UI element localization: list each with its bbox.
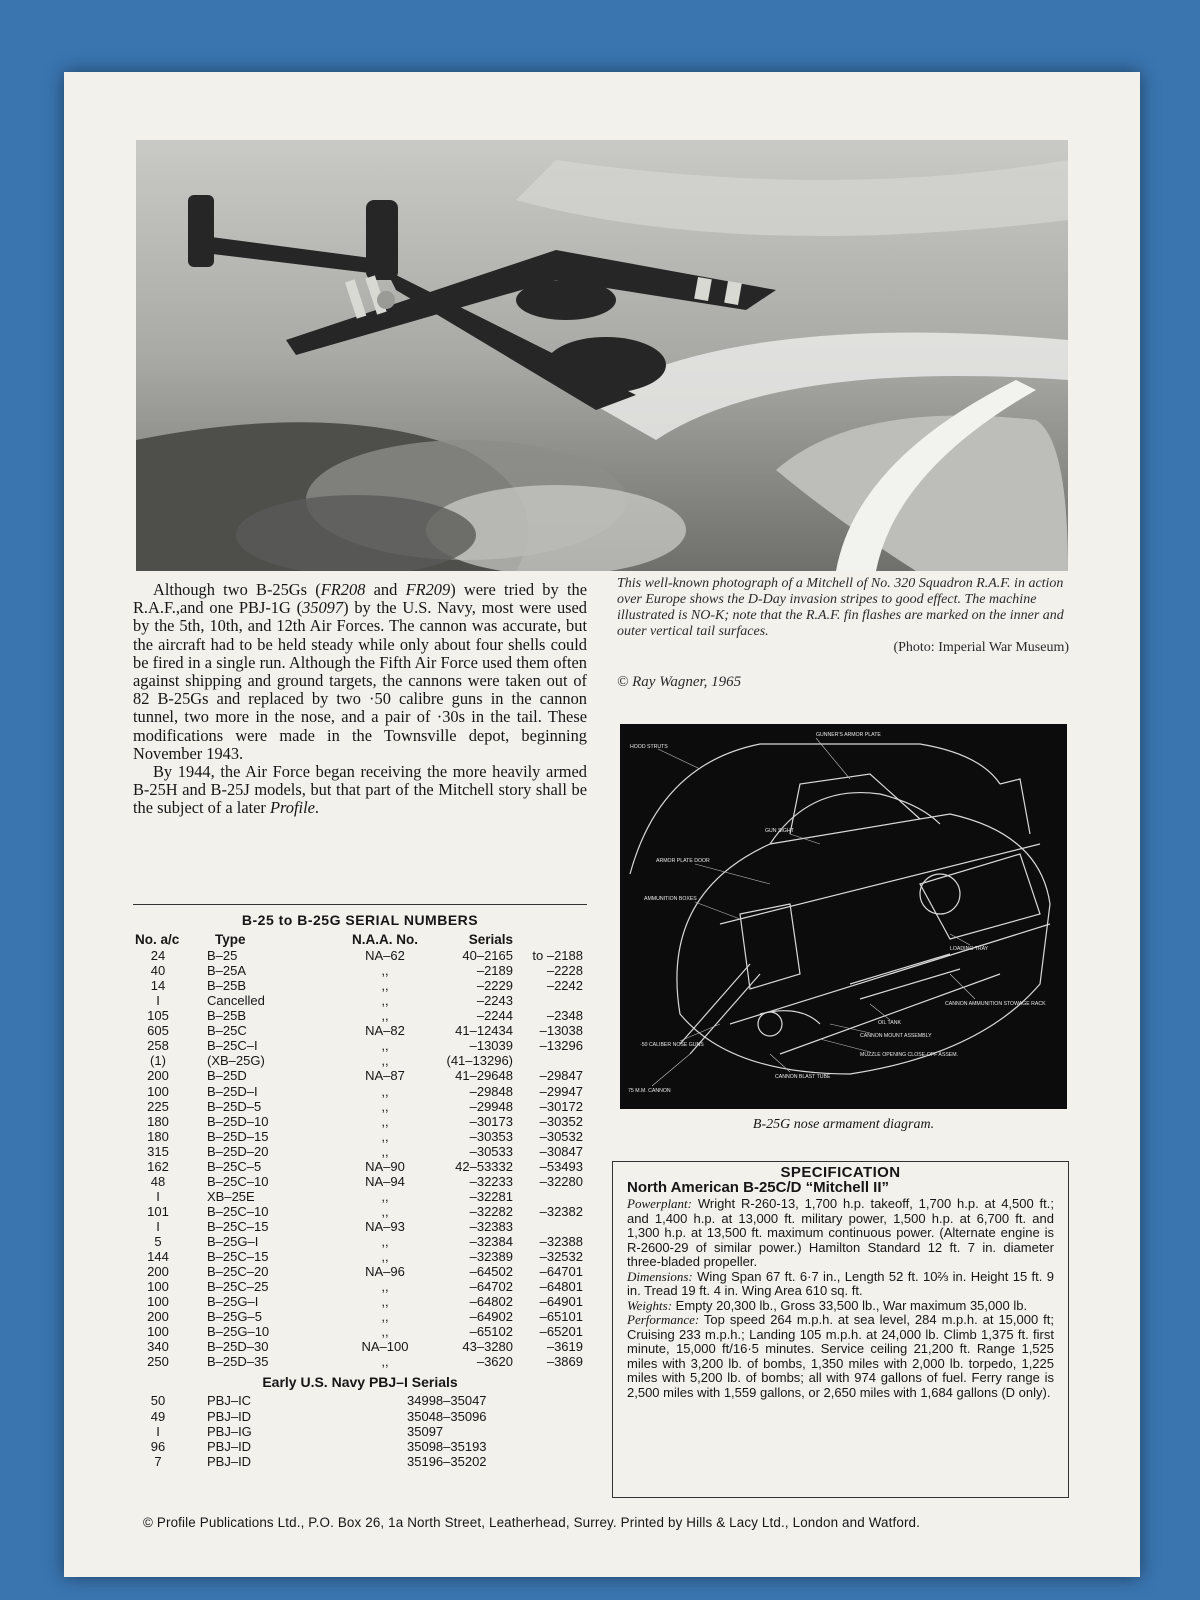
- cell-serial-start: –32389: [469, 1249, 513, 1265]
- article-body: [133, 581, 587, 818]
- spec-weights: [627, 1299, 1054, 1314]
- cell-serial-start: 43–3280: [462, 1339, 513, 1355]
- table-row: [133, 963, 587, 978]
- cell-serial-start: –64802: [469, 1294, 513, 1310]
- table-row: [133, 1084, 587, 1099]
- cell-no-ac: [133, 1114, 207, 1129]
- cell-no-ac-value: 180: [147, 1128, 169, 1144]
- cell-serial-end: –30847: [539, 1143, 583, 1159]
- serials-header-row: [133, 932, 587, 947]
- cell-naa-no: ,,: [381, 1113, 389, 1129]
- cell-serial-start: 41–12434: [455, 1023, 513, 1039]
- cell-serial-start: –64502: [469, 1264, 513, 1280]
- cell-no-ac: [133, 1038, 207, 1053]
- cell-no-ac: [133, 1234, 207, 1249]
- table-row: [133, 1294, 587, 1309]
- cell-no-ac: [133, 1053, 207, 1068]
- cell-type: B–25C–10: [207, 1203, 269, 1219]
- cell-serial-end: –2228: [546, 963, 583, 979]
- table-row: [133, 1324, 587, 1339]
- spec-dimensions: [627, 1270, 1054, 1299]
- text-run: FR209: [405, 580, 451, 599]
- cell-serial-start: –30173: [469, 1113, 513, 1129]
- cell-naa-no: ,,: [381, 1354, 389, 1370]
- spec-performance: [627, 1313, 1054, 1400]
- cell-no-ac: [133, 963, 207, 978]
- cell-serial-end: –3619: [546, 1339, 583, 1355]
- header-serials-end: [513, 932, 583, 947]
- text-run: Profile: [269, 798, 315, 818]
- table-row: [133, 1424, 587, 1439]
- cell-serial-end: –13038: [539, 1023, 583, 1039]
- cell-no-ac: [133, 1324, 207, 1339]
- cell-no-ac: [133, 1454, 207, 1469]
- table-row: [133, 1099, 587, 1114]
- cell-no-ac: [133, 1189, 207, 1204]
- cell-no-ac: [133, 1309, 207, 1324]
- navy-section: [133, 1375, 587, 1468]
- cell-no-ac: [133, 1279, 207, 1294]
- cell-no-ac-value: 100: [147, 1294, 169, 1310]
- cell-no-ac-value: 340: [147, 1339, 169, 1355]
- cell-no-ac: [133, 1068, 207, 1083]
- table-row: [133, 1038, 587, 1053]
- cell-serial-end: –64701: [539, 1264, 583, 1280]
- cell-no-ac: [133, 1144, 207, 1159]
- table-row: [133, 1008, 587, 1023]
- table-row: [133, 1249, 587, 1264]
- spec-powerplant-label: Powerplant:: [627, 1196, 692, 1211]
- cell-serial-end: –64801: [539, 1279, 583, 1295]
- cell-serial-end: to –2188: [532, 948, 583, 964]
- cell-no-ac-value: 101: [147, 1203, 169, 1219]
- cell-serial-end: [513, 1053, 583, 1068]
- cell-no-ac: [133, 993, 207, 1008]
- spec-dimensions-label: Dimensions:: [627, 1268, 693, 1284]
- cell-type: (XB–25G): [207, 1053, 265, 1069]
- cell-no-ac: [133, 1159, 207, 1174]
- cell-type: B–25D: [207, 1068, 247, 1084]
- photo-credit: (Photo: Imperial War Museum): [893, 640, 1069, 655]
- cell-serial-start: –32281: [469, 1188, 513, 1204]
- cell-serial-end: [513, 993, 583, 1008]
- cell-no-ac: [133, 1174, 207, 1189]
- navy-title: Early U.S. Navy PBJ–I Serials: [262, 1374, 458, 1391]
- label-mount: CANNON MOUNT ASSEMBLY: [860, 1033, 932, 1039]
- cell-naa-no: ,,: [381, 1203, 389, 1219]
- spec-dimensions-text: Wing Span 67 ft. 6·7 in., Length 52 ft. 10⅔ in. Height 15 ft. 9 in. Tread 19 ft. 4 in. Wing Area 610 sq. ft.: [627, 1268, 1054, 1298]
- cell-naa-no: NA–87: [365, 1068, 405, 1084]
- photo-caption: [617, 576, 1069, 656]
- cell-serial-end: –30532: [539, 1128, 583, 1144]
- cell-no-ac: [133, 1204, 207, 1219]
- specification-box: [612, 1161, 1069, 1498]
- spec-weights-label: Weights:: [627, 1297, 673, 1313]
- cell-serial-start: –65102: [469, 1324, 513, 1340]
- header-naa-no: N.A.A. No.: [352, 932, 418, 948]
- cell-naa-no: ,,: [381, 993, 389, 1009]
- cell-serial-start: –32233: [469, 1173, 513, 1189]
- cell-type: B–25C–20: [207, 1264, 269, 1280]
- cell-no-ac-value: 250: [147, 1354, 169, 1370]
- spec-performance-text: Top speed 264 m.p.h. at sea level, 284 m.p.h. at 15,000 ft; Cruising 233 m.p.h.; Landing 105 m.p.h. at 24,000 lb. Climb 1,375 ft. first minute, 15,000 ft/16·5 minutes. Service ceiling 21,200 ft. Range 1,525 miles with 3,200 lb. of bombs, 1,350 miles with 2,000 lb. torpedo, 1,225 miles with 5,200 lb. of bombs; all with 974 gallons of fuel. Ferry range is 2,500 miles with 1,559 gallons, or 2,650 miles with 1,684 gallons (D only).: [627, 1312, 1054, 1400]
- cell-no-ac-value: 14: [150, 978, 166, 994]
- cell-no-ac: [133, 1354, 207, 1369]
- cell-type: B–25D–35: [207, 1354, 269, 1370]
- cell-serial-end: –32382: [539, 1203, 583, 1219]
- cell-serials: 35098–35193: [407, 1438, 487, 1454]
- author-copyright: © Ray Wagner, 1965: [617, 674, 742, 690]
- cell-type: B–25D–10: [207, 1113, 269, 1129]
- cell-serial-end: –2348: [546, 1008, 583, 1024]
- cell-serial-start: –29848: [469, 1083, 513, 1099]
- table-row: [133, 1219, 587, 1234]
- cell-type: B–25A: [207, 963, 247, 979]
- cell-no-ac-value: 100: [147, 1279, 169, 1295]
- table-row: [133, 1204, 587, 1219]
- cell-serial-end: –29947: [539, 1083, 583, 1099]
- table-row: [133, 1174, 587, 1189]
- cell-serial-start: –32282: [469, 1203, 513, 1219]
- spec-title: SPECIFICATION: [780, 1164, 901, 1181]
- photo-caption-text: This well-known photograph of a Mitchell of No. 320 Squadron R.A.F. in action over Europe shows the D-Day invasion stripes to good effect. The machine illustrated is NO-K; note that the R.A.F. fin flashes are marked on the inner and outer vertical tail surfaces.: [617, 576, 1064, 639]
- cell-no-ac-value: 315: [147, 1143, 169, 1159]
- cell-no-ac-value: 200: [147, 1264, 169, 1280]
- cell-type: B–25: [207, 948, 238, 964]
- label-armor-door: ARMOR PLATE DOOR: [656, 858, 710, 864]
- cell-type: B–25G–I: [207, 1294, 259, 1310]
- cell-no-ac-value: 200: [147, 1309, 169, 1325]
- cell-no-ac-value: I: [156, 1423, 160, 1439]
- header-serials: Serials: [468, 932, 513, 948]
- table-row: [133, 993, 587, 1008]
- label-gun-sight: GUN SIGHT: [765, 828, 794, 834]
- cell-serial-start: 40–2165: [462, 948, 513, 964]
- cell-type: B–25C–25: [207, 1279, 269, 1295]
- table-row: [133, 1409, 587, 1424]
- cell-serial-end: –53493: [539, 1158, 583, 1174]
- cell-serial-end: –13296: [539, 1038, 583, 1054]
- cell-no-ac: [133, 1084, 207, 1099]
- label-oil-tank: OIL TANK: [878, 1020, 901, 1026]
- table-row: [133, 1068, 587, 1083]
- cell-serial-end: –32388: [539, 1233, 583, 1249]
- cell-naa-no: ,,: [381, 1053, 389, 1069]
- table-row: [133, 1159, 587, 1174]
- cell-no-ac-value: (1): [150, 1053, 166, 1069]
- cell-type: B–25G–5: [207, 1309, 262, 1325]
- cell-no-ac-value: 605: [147, 1023, 169, 1039]
- cell-no-ac-value: 24: [150, 948, 166, 964]
- table-row: [133, 1354, 587, 1369]
- text-run: ) were tried by the R.A.F.,and one PBJ-1G (: [133, 580, 587, 618]
- table-row: [133, 1234, 587, 1249]
- cell-serial-start: –29948: [469, 1098, 513, 1114]
- cell-type: B–25C–5: [207, 1158, 262, 1174]
- spec-powerplant-text: Wright R-260-13, 1,700 h.p. takeoff, 1,700 h.p. at 4,500 ft.; and 1,400 h.p. at 13,000 ft. military power, 1,500 h.p. at 6,700 ft. and 1,300 h.p. at 13,500 ft. maximum continuous power. (Alternate engine is R-2600-29 of similar power.) Hamilton Standard 12 ft. 7 in. diameter three-bladed propeller.: [627, 1196, 1054, 1269]
- label-cannon-rack: CANNON AMMUNITION STOWAGE RACK: [945, 1001, 1046, 1007]
- mitchell-bomber-photo: [136, 140, 1068, 571]
- cell-serial-start: (41–13296): [446, 1053, 513, 1069]
- cell-no-ac-value: 49: [150, 1408, 166, 1424]
- text-run: Although two B-25Gs (: [153, 580, 321, 599]
- cell-naa-no: NA–93: [365, 1218, 405, 1234]
- table-row: [133, 1114, 587, 1129]
- cell-no-ac-value: 225: [147, 1098, 169, 1114]
- cell-naa-no: ,,: [381, 1279, 389, 1295]
- cell-no-ac: [133, 1424, 207, 1439]
- cell-type: PBJ–IG: [207, 1423, 252, 1439]
- cell-type: B–25G–10: [207, 1324, 270, 1340]
- cell-serial-end: –30352: [539, 1113, 583, 1129]
- table-row: [133, 1439, 587, 1454]
- cell-no-ac-value: 105: [147, 1008, 169, 1024]
- serial-numbers-table: [133, 913, 587, 1469]
- navy-rows: [133, 1393, 587, 1468]
- cell-no-ac-value: 96: [150, 1438, 166, 1454]
- cell-serial-start: –64902: [469, 1309, 513, 1325]
- cell-type: B–25D–15: [207, 1128, 269, 1144]
- cell-no-ac-value: 7: [154, 1453, 162, 1469]
- cell-no-ac: [133, 1008, 207, 1023]
- cell-type: XB–25E: [207, 1188, 255, 1204]
- cell-naa-no: NA–62: [365, 948, 405, 964]
- cell-naa-no: ,,: [381, 1309, 389, 1325]
- cell-type: PBJ–IC: [207, 1393, 252, 1409]
- cell-serials: 34998–35047: [407, 1393, 487, 1409]
- cell-naa-no: ,,: [381, 1128, 389, 1144]
- cell-no-ac-value: 144: [147, 1249, 169, 1265]
- header-type: Type: [215, 932, 246, 948]
- cell-serial-start: –2243: [476, 993, 513, 1009]
- cell-type: B–25C–I: [207, 1038, 258, 1054]
- cell-serial-start: –32383: [469, 1218, 513, 1234]
- cell-no-ac-value: 48: [150, 1173, 166, 1189]
- cell-type: B–25B: [207, 978, 247, 994]
- table-row: [133, 978, 587, 993]
- cell-no-ac: [133, 1219, 207, 1234]
- label-blast-tube: CANNON BLAST TUBE: [775, 1074, 831, 1080]
- cell-type: PBJ–ID: [207, 1453, 252, 1469]
- cell-no-ac-value: I: [156, 1188, 160, 1204]
- cell-serial-start: –32384: [469, 1233, 513, 1249]
- cell-no-ac: [133, 1439, 207, 1454]
- label-muzzle: MUZZLE OPENING CLOSE-OFF ASSEM.: [860, 1052, 958, 1058]
- cell-no-ac: [133, 1393, 207, 1408]
- cell-serial-end: –65101: [539, 1309, 583, 1325]
- cell-no-ac-value: 100: [147, 1324, 169, 1340]
- cell-serial-start: 42–53332: [455, 1158, 513, 1174]
- cell-no-ac: [133, 1099, 207, 1114]
- cell-serial-end: [513, 1219, 583, 1234]
- cell-no-ac-value: 200: [147, 1068, 169, 1084]
- cell-no-ac: [133, 1339, 207, 1354]
- cell-no-ac: [133, 1294, 207, 1309]
- text-run: .: [314, 798, 320, 818]
- cell-naa-no: NA–94: [365, 1173, 405, 1189]
- cell-serial-start: –2229: [476, 978, 513, 994]
- label-cannon: 75 M.M. CANNON: [628, 1088, 671, 1094]
- cell-serial-start: –2244: [476, 1008, 513, 1024]
- label-loading-tray: LOADING TRAY: [950, 946, 989, 952]
- cell-type: Cancelled: [207, 993, 265, 1009]
- spec-performance-label: Performance:: [627, 1312, 700, 1327]
- table-row: [133, 948, 587, 963]
- diagram-caption: B-25G nose armament diagram.: [752, 1117, 935, 1132]
- cell-serial-end: –65201: [539, 1324, 583, 1340]
- article-paragraph-2: [133, 763, 587, 818]
- cell-type: B–25D–5: [207, 1098, 262, 1114]
- nose-armament-diagram: [620, 724, 1067, 1109]
- cell-naa-no: NA–82: [365, 1023, 405, 1039]
- text-run: By 1944, the Air Force began receiving the more heavily armed B-25H and B-25J models, but that part of the Mitchell story shall be the subject of a later: [133, 762, 587, 818]
- cell-serial-start: –30533: [469, 1143, 513, 1159]
- text-run: 35097: [302, 598, 344, 618]
- cell-naa-no: NA–90: [365, 1158, 405, 1174]
- cell-no-ac: [133, 1129, 207, 1144]
- label-ammo-boxes: AMMUNITION BOXES: [644, 896, 697, 902]
- cell-serial-start: –30353: [469, 1128, 513, 1144]
- table-row: [133, 1309, 587, 1324]
- cell-no-ac-value: I: [156, 1218, 160, 1234]
- table-row: [133, 1023, 587, 1038]
- cell-serial-start: –13039: [469, 1038, 513, 1054]
- table-row: [133, 1454, 587, 1469]
- cell-serials: 35097: [407, 1423, 444, 1439]
- cell-type: B–25G–I: [207, 1233, 259, 1249]
- cell-serial-start: –64702: [469, 1279, 513, 1295]
- cell-type: PBJ–ID: [207, 1408, 252, 1424]
- cell-type: B–25C: [207, 1023, 247, 1039]
- table-row: [133, 1339, 587, 1354]
- cell-serial-start: –2189: [476, 963, 513, 979]
- cell-naa-no: NA–96: [365, 1264, 405, 1280]
- cell-serial-start: 41–29648: [455, 1068, 513, 1084]
- table-row: [133, 1393, 587, 1408]
- cell-naa-no: ,,: [381, 963, 389, 979]
- cell-no-ac-value: 40: [150, 963, 166, 979]
- cell-naa-no: ,,: [381, 1324, 389, 1340]
- cell-naa-no: ,,: [381, 1188, 389, 1204]
- table-row: [133, 1189, 587, 1204]
- spec-subtitle: North American B-25C/D “Mitchell II”: [627, 1178, 889, 1196]
- cell-naa-no: ,,: [381, 1294, 389, 1310]
- cell-no-ac: [133, 1023, 207, 1038]
- cell-serial-start: –3620: [476, 1354, 513, 1370]
- cell-no-ac-value: 258: [147, 1038, 169, 1054]
- cell-naa-no: ,,: [381, 978, 389, 994]
- cell-naa-no: ,,: [381, 1233, 389, 1249]
- cell-serial-end: –2242: [546, 978, 583, 994]
- table-row: [133, 1279, 587, 1294]
- cell-serials: 35048–35096: [407, 1408, 487, 1424]
- cell-no-ac: [133, 948, 207, 963]
- label-nose-guns: ·50 CALIBER NOSE GUNS: [640, 1042, 704, 1048]
- cell-serial-end: –30172: [539, 1098, 583, 1114]
- cell-no-ac-value: 180: [147, 1113, 169, 1129]
- cell-no-ac-value: I: [156, 993, 160, 1009]
- cell-type: PBJ–ID: [207, 1438, 252, 1454]
- label-gunner-armor: GUNNER'S ARMOR PLATE: [816, 732, 881, 738]
- cell-type: B–25C–15: [207, 1218, 269, 1234]
- cell-no-ac: [133, 1249, 207, 1264]
- cell-type: B–25B: [207, 1008, 247, 1024]
- section-divider: [133, 904, 587, 905]
- cell-serial-end: [513, 1189, 583, 1204]
- serials-title: B-25 to B-25G SERIAL NUMBERS: [241, 912, 479, 928]
- cell-naa-no: ,,: [381, 1143, 389, 1159]
- cell-serial-end: –32532: [539, 1249, 583, 1265]
- cell-naa-no: ,,: [381, 1008, 389, 1024]
- table-row: [133, 1144, 587, 1159]
- cell-naa-no: NA–100: [361, 1339, 409, 1355]
- cell-type: B–25C–10: [207, 1173, 269, 1189]
- cell-type: B–25D–30: [207, 1339, 269, 1355]
- cell-no-ac-value: 5: [154, 1233, 162, 1249]
- cell-no-ac: [133, 1409, 207, 1424]
- cell-no-ac-value: 100: [147, 1083, 169, 1099]
- label-hood-struts: HOOD STRUTS: [630, 744, 668, 750]
- cell-naa-no: ,,: [381, 1083, 389, 1099]
- cell-type: B–25C–15: [207, 1249, 269, 1265]
- cell-type: B–25D–20: [207, 1143, 269, 1159]
- cell-naa-no: ,,: [381, 1249, 389, 1265]
- cell-no-ac-value: 50: [150, 1393, 166, 1409]
- article-paragraph-1: [133, 581, 587, 763]
- cell-naa-no: ,,: [381, 1038, 389, 1054]
- spec-weights-text: Empty 20,300 lb., Gross 33,500 lb., War maximum 35,000 lb.: [675, 1297, 1028, 1313]
- cell-no-ac: [133, 978, 207, 993]
- cell-naa-no: ,,: [381, 1098, 389, 1114]
- header-no-ac: No. a/c: [135, 932, 180, 948]
- cell-serial-end: –3869: [546, 1354, 583, 1370]
- cell-no-ac-value: 162: [147, 1158, 169, 1174]
- text-run: and: [365, 580, 406, 599]
- cell-serial-end: –32280: [539, 1173, 583, 1189]
- cell-no-ac: [133, 1264, 207, 1279]
- cell-serial-end: –64901: [539, 1294, 583, 1310]
- spec-powerplant: [627, 1197, 1054, 1270]
- table-row: [133, 1129, 587, 1144]
- cell-serials: 35196–35202: [407, 1453, 487, 1469]
- cell-type: B–25D–I: [207, 1083, 258, 1099]
- serials-rows: [133, 948, 587, 1369]
- table-row: [133, 1053, 587, 1068]
- text-run: ) by the U.S. Navy, most were used by the 5th, 10th, and 12th Air Forces. The cannon was accurate, but the aircraft had to be held steady while only about four shells could be fired in a single run. Although the Fifth Air Force used them often against shipping and ground targets, the cannons were taken out of 82 B-25Gs and replaced by two ·50 calibre guns in the cannon tunnel, two more in the nose, and a pair of ·30s in the tail. These modifications were made in the Townsville depot, beginning November 1943.: [133, 598, 587, 763]
- publisher-footer: © Profile Publications Ltd., P.O. Box 26, 1a North Street, Leatherhead, Surrey. Printed by Hills & Lacy Ltd., London and Watford.: [143, 1515, 921, 1530]
- table-row: [133, 1264, 587, 1279]
- cell-serial-end: –29847: [539, 1068, 583, 1084]
- text-run: FR208: [320, 580, 366, 599]
